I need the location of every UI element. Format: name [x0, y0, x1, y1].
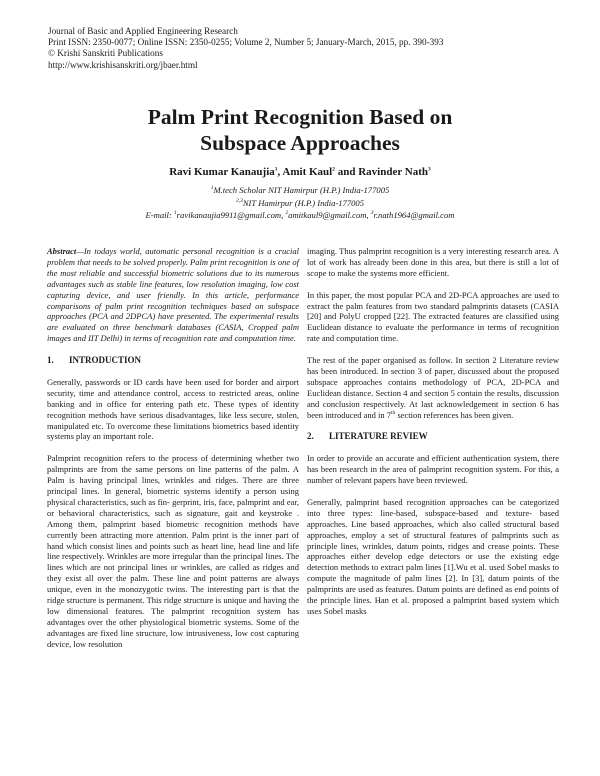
email-prefix: E-mail: — [145, 210, 174, 220]
author-1-sup: 1 — [274, 166, 278, 173]
email-1-sup: 1 — [173, 210, 177, 217]
section-2-paragraph-1: In order to provide an accurate and efficient authentication system, there has been research in the area of palmprint recognition system. For this, a number of relevant papers have been reviewed. — [307, 453, 559, 486]
journal-issn: Print ISSN: 2350-0077; Online ISSN: 2350-0255; Volume 2, Number 5; January-March, 2015, pp. 390-393 — [48, 37, 444, 48]
left-column — [47, 246, 299, 660]
abstract — [47, 246, 299, 344]
right-paragraph-3-b: section references has been given. — [395, 409, 514, 420]
author-sep-2: and — [334, 166, 359, 178]
affiliation-2 — [40, 198, 560, 209]
section-2-paragraph-2: Generally, palmprint based recognition approaches can be categorized into three types: line-based, subspace-based and texture- based approaches. Line based approaches, which also called structural based approaches, employ a set of structural features of palmprints such as principle lines, wrinkles, datum points, ridges and crease points. These approaches either develop edge detectors or use the existing edge detection methods to extract palm lines [1].Wu et al. used Sobel masks to compute the magnitude of palm lines [2]. In [3], datum points of the palmprints are used as features. Datum points are defined as end points of the principle lines. Han et al. proposed a palmprint based system which uses Sobel masks — [307, 496, 559, 616]
section-1-paragraph-2: Palmprint recognition refers to the process of determining whether two palmprints are from the same persons on line patterns of the palm. A Palm is having principal lines, wrinkles and ridges. There are three principal lines. In general, biometric systems identify a person using physical characteristics, such as fin- gerprint, iris, face, palmprint and ear, or behavioral characteristics, such as signature, gait and keystroke . Among them, palmprint based biometric recognition methods have currently been attracting more attention. Palm print is the inner part of hand which consist lines and points such as heart line, head line and life line respectively. Wrinkles are more irregular than the principal lines. The lines which are not principal lines or wrinkles, are called as ridges and they exist all over the palm. These line and point patterns are always unique, even in the monozygotic twins. The interesting part is that the ridge structure is permanent. This ridge structure is unique and having the low dimensional features. The palmprint recognition system has advantages over the other physiological biometric systems. Some of the advantages are fixed line structure, low intrusiveness, low cost capturing device, low resolution — [47, 453, 299, 649]
affiliation-2-sup: 2,3 — [235, 198, 243, 205]
paper-title — [60, 104, 540, 156]
author-2-sup: 2 — [332, 166, 335, 173]
author-2: Amit Kaul — [282, 166, 333, 178]
author-3-sup: 3 — [428, 166, 431, 173]
email-2-sup: 2 — [285, 210, 289, 217]
author-list — [60, 166, 540, 178]
title-line-2: Subspace Approaches — [200, 131, 400, 155]
section-1-heading — [47, 355, 299, 366]
author-sep-1: , — [277, 166, 283, 178]
abstract-label: Abstract — [47, 246, 77, 256]
email-3[interactable]: r.nath1964@gmail.com — [373, 210, 455, 220]
right-paragraph-3-a: The rest of the paper organised as follow. In section 2 Literature review has been introduced. In section 3 of paper, discussed about the proposed subspace approaches contains methodology of PCA, 2D-PCA and Euclidean distance. Section 4 and section 5 contain the results, discussion and conclusion respectively. At last acknowledgement in section 6 has been introduced and in 7 — [307, 355, 559, 420]
author-3: Ravinder Nath — [358, 166, 429, 178]
affiliation-2-text: NIT Hamirpur (H.P.) India-177005 — [242, 198, 365, 208]
section-2-title: LITERATURE REVIEW — [329, 431, 428, 442]
section-1-title: INTRODUCTION — [69, 355, 142, 366]
right-paragraph-1: imaging. Thus palmprint recognition is a very interesting research area. A lot of work has already been done in this area, but there is still a lot of scope to make the systems more efficient. — [307, 246, 559, 278]
right-paragraph-3 — [307, 355, 559, 420]
abstract-text: —In todays world, automatic personal recognition is a crucial problem that needs to be solved properly. Palm print recognition is one of the most reliable and successful biometric solutions due to its numerous advantages such as stable line features, low resolution imaging, low cost capturing device, and user friendly. In this article, performance comparisons of palm print recognition techniques based on subspace approaches (PCA and 2DPCA) have presented. The experimental results are evaluated on three benchmark databases (CASIA, Cropped palm images and IIT Delhi) in terms of recognition rate and computation time. — [47, 246, 299, 344]
email-line — [40, 210, 560, 220]
journal-header — [48, 26, 568, 71]
journal-name: Journal of Basic and Applied Engineering Research — [48, 26, 238, 36]
email-3-sup: 3 — [370, 210, 374, 217]
title-line-1: Palm Print Recognition Based on — [147, 105, 453, 129]
journal-copyright: © Krishi Sanskriti Publications — [48, 48, 163, 59]
affiliation-1-text: M.tech Scholar NIT Hamirpur (H.P.) India-177005 — [213, 185, 390, 195]
email-2[interactable]: amitkaul9@gmail.com, — [288, 210, 371, 220]
author-1: Ravi Kumar Kanaujia — [169, 166, 275, 178]
affiliation-1-sup: 1 — [210, 185, 214, 192]
email-1[interactable]: ravikanaujia9911@gmail.com, — [176, 210, 286, 220]
right-column — [307, 246, 559, 628]
right-paragraph-2: In this paper, the most popular PCA and 2D-PCA approaches are used to extract the palm features from two standard palmprints datasets (CASIA [20] and PolyU cropped [22]. The extracted features are classified using Euclidean distance to evaluate the performance in terms of recognition rate and computation time. — [307, 289, 559, 344]
section-1-paragraph-1: Generally, passwords or ID cards have been used for border and airport security, time and attendance control, access to restricted areas, online banking and in office for entering path etc. These types of identity recognition methods have serious disadvantages, like less secure, stolen, manipulated etc. To overcome these limitations biometrics based identity systems play an important role. — [47, 376, 299, 442]
section-2-heading — [307, 431, 559, 442]
section-1-number: 1. — [47, 355, 54, 366]
right-paragraph-3-sup: th — [391, 409, 396, 416]
journal-url[interactable]: http://www.krishisanskriti.org/jbaer.html — [48, 59, 198, 70]
affiliation-1 — [40, 185, 560, 196]
section-2-number: 2. — [307, 431, 314, 442]
